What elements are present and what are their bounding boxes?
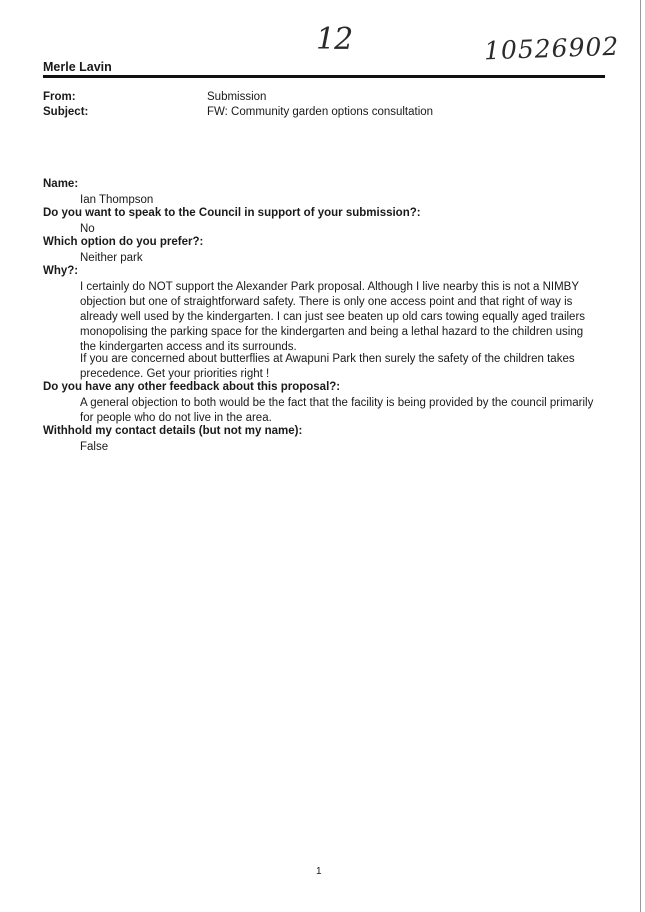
feedback-answer: A general objection to both would be the fact that the facility is being provided by the council primarily for people who do not live in the area.	[80, 397, 594, 424]
header-rule	[43, 75, 605, 78]
feedback-question: Do you have any other feedback about this proposal?:	[43, 381, 341, 393]
why-question: Why?:	[43, 265, 79, 277]
withhold-question: Withhold my contact details (but not my name):	[43, 425, 303, 437]
page-number: 1	[316, 866, 322, 877]
subject-label: Subject:	[43, 106, 89, 118]
name-answer: Ian Thompson	[80, 194, 154, 206]
handwritten-reference: 10526902	[483, 31, 620, 66]
speak-answer: No	[80, 223, 95, 235]
option-answer: Neither park	[80, 252, 143, 264]
sender-name: Merle Lavin	[43, 60, 112, 74]
from-label: From:	[43, 91, 76, 103]
subject-value: FW: Community garden options consultation	[207, 106, 434, 118]
handwritten-number: 12	[316, 22, 353, 57]
withhold-answer: False	[80, 441, 109, 453]
page-edge	[640, 0, 641, 912]
option-question: Which option do you prefer?:	[43, 236, 204, 248]
from-value: Submission	[207, 91, 267, 103]
why-answer-paragraph-1: I certainly do NOT support the Alexander Park proposal. Although I live nearby this is not a NIMBY objection but one of straightforward safety. There is only one access point and that right of way is already well used by the kindergarten. I can just see beaten up old cars towing equally aged trailers monopolising the parking space for the kindergarten and being a lethal hazard to the children using the kindergarten access and its surrounds.	[80, 281, 586, 353]
speak-question: Do you want to speak to the Council in support of your submission?:	[43, 207, 421, 219]
name-question: Name:	[43, 178, 79, 190]
why-answer-paragraph-2: If you are concerned about butterflies at Awapuni Park then surely the safety of the children takes precedence. Get your priorities right !	[80, 353, 575, 380]
